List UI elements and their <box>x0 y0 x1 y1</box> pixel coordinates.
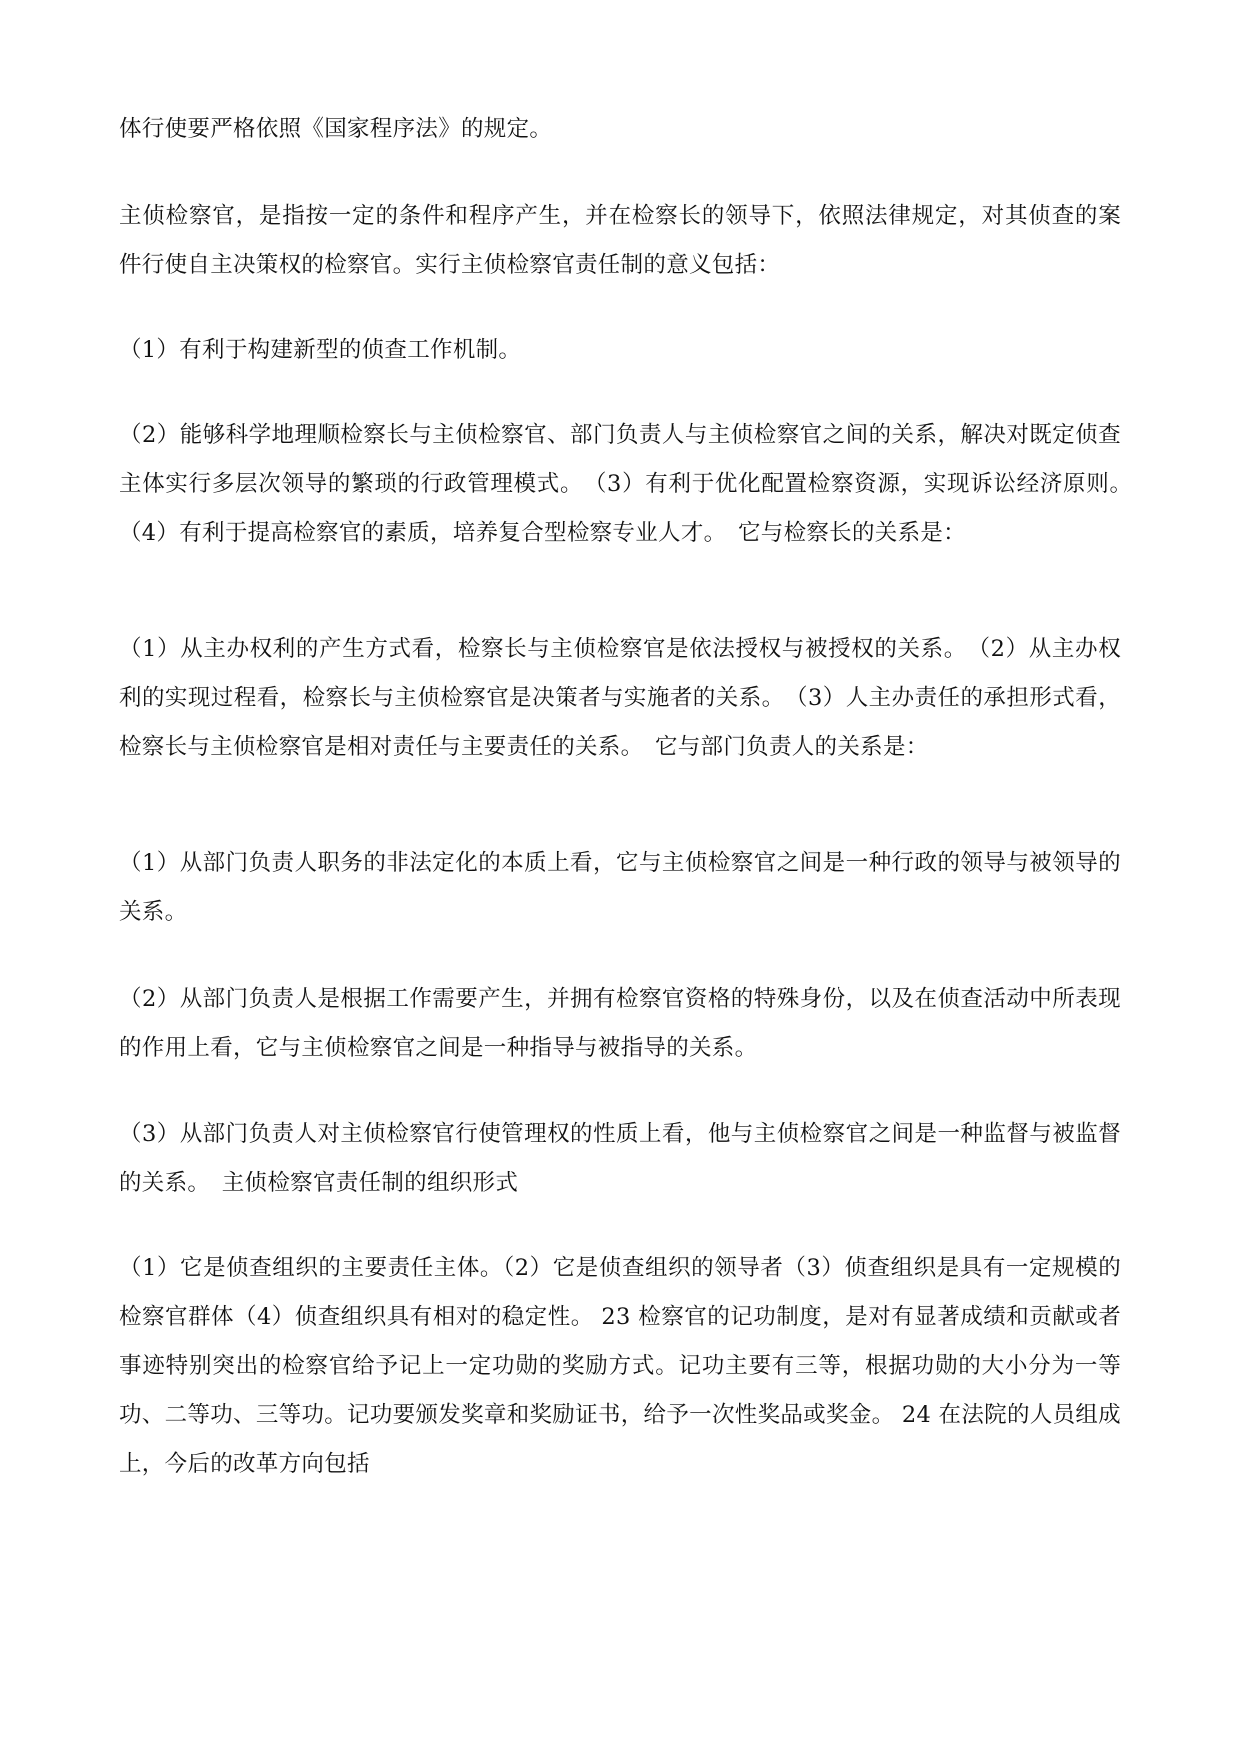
paragraph-3: （1）有利于构建新型的侦查工作机制。 <box>119 337 522 363</box>
paragraph-1: 体行使要严格依照《国家程序法》的规定。 <box>119 116 553 142</box>
paragraph-7: （2）从部门负责人是根据工作需要产生，并拥有检察官资格的特殊身份，以及在侦查活动中所表现的作用上看，它与主侦检察官之间是一种指导与被指导的关系。 <box>119 986 1121 1061</box>
paragraph-5: （1）从主办权利的产生方式看，检察长与主侦检察官是依法授权与被授权的关系。 （2）从主办权利的实现过程看，检察长与主侦检察官是决策者与实施者的关系。 （3）人主办责任的承担形式看，检察长与主侦检察官是相对责任与主要责任的关系。 它与部门负责人的关系是： <box>119 636 1121 760</box>
paragraph-8: （3）从部门负责人对主侦检察官行使管理权的性质上看，他与主侦检察官之间是一种监督与被监督的关系。 主侦检察官责任制的组织形式 <box>119 1121 1121 1196</box>
paragraph-2: 主侦检察官，是指按一定的条件和程序产生，并在检察长的领导下，依照法律规定，对其侦查的案件行使自主决策权的检察官。实行主侦检察官责任制的意义包括： <box>119 203 1121 278</box>
paragraph-4: （2）能够科学地理顺检察长与主侦检察官、部门负责人与主侦检察官之间的关系，解决对既定侦查主体实行多层次领导的繁琐的行政管理模式。 （3）有利于优化配置检察资源，实现诉讼经济原则。 （4）有利于提高检察官的素质，培养复合型检察专业人才。 它与检察长的关系是： <box>119 422 1144 546</box>
paragraph-9: （1）它是侦查组织的主要责任主体。（2）它是侦查组织的领导者（3）侦查组织是具有一定规模的检察官群体（4）侦查组织具有相对的稳定性。 23 检察官的记功制度，是对有显著成绩和贡献或者事迹特别突出的检察官给予记上一定功勋的奖励方式。记功主要有三等，根据功勋的大小分为一等功、二等功、三等功。记功要颁发奖章和奖励证书，给予一次性奖品或奖金。 24 在法院的人员组成上，今后的改革方向包括 <box>119 1255 1121 1477</box>
paragraph-6: （1）从部门负责人职务的非法定化的本质上看，它与主侦检察官之间是一种行政的领导与被领导的关系。 <box>119 850 1121 925</box>
